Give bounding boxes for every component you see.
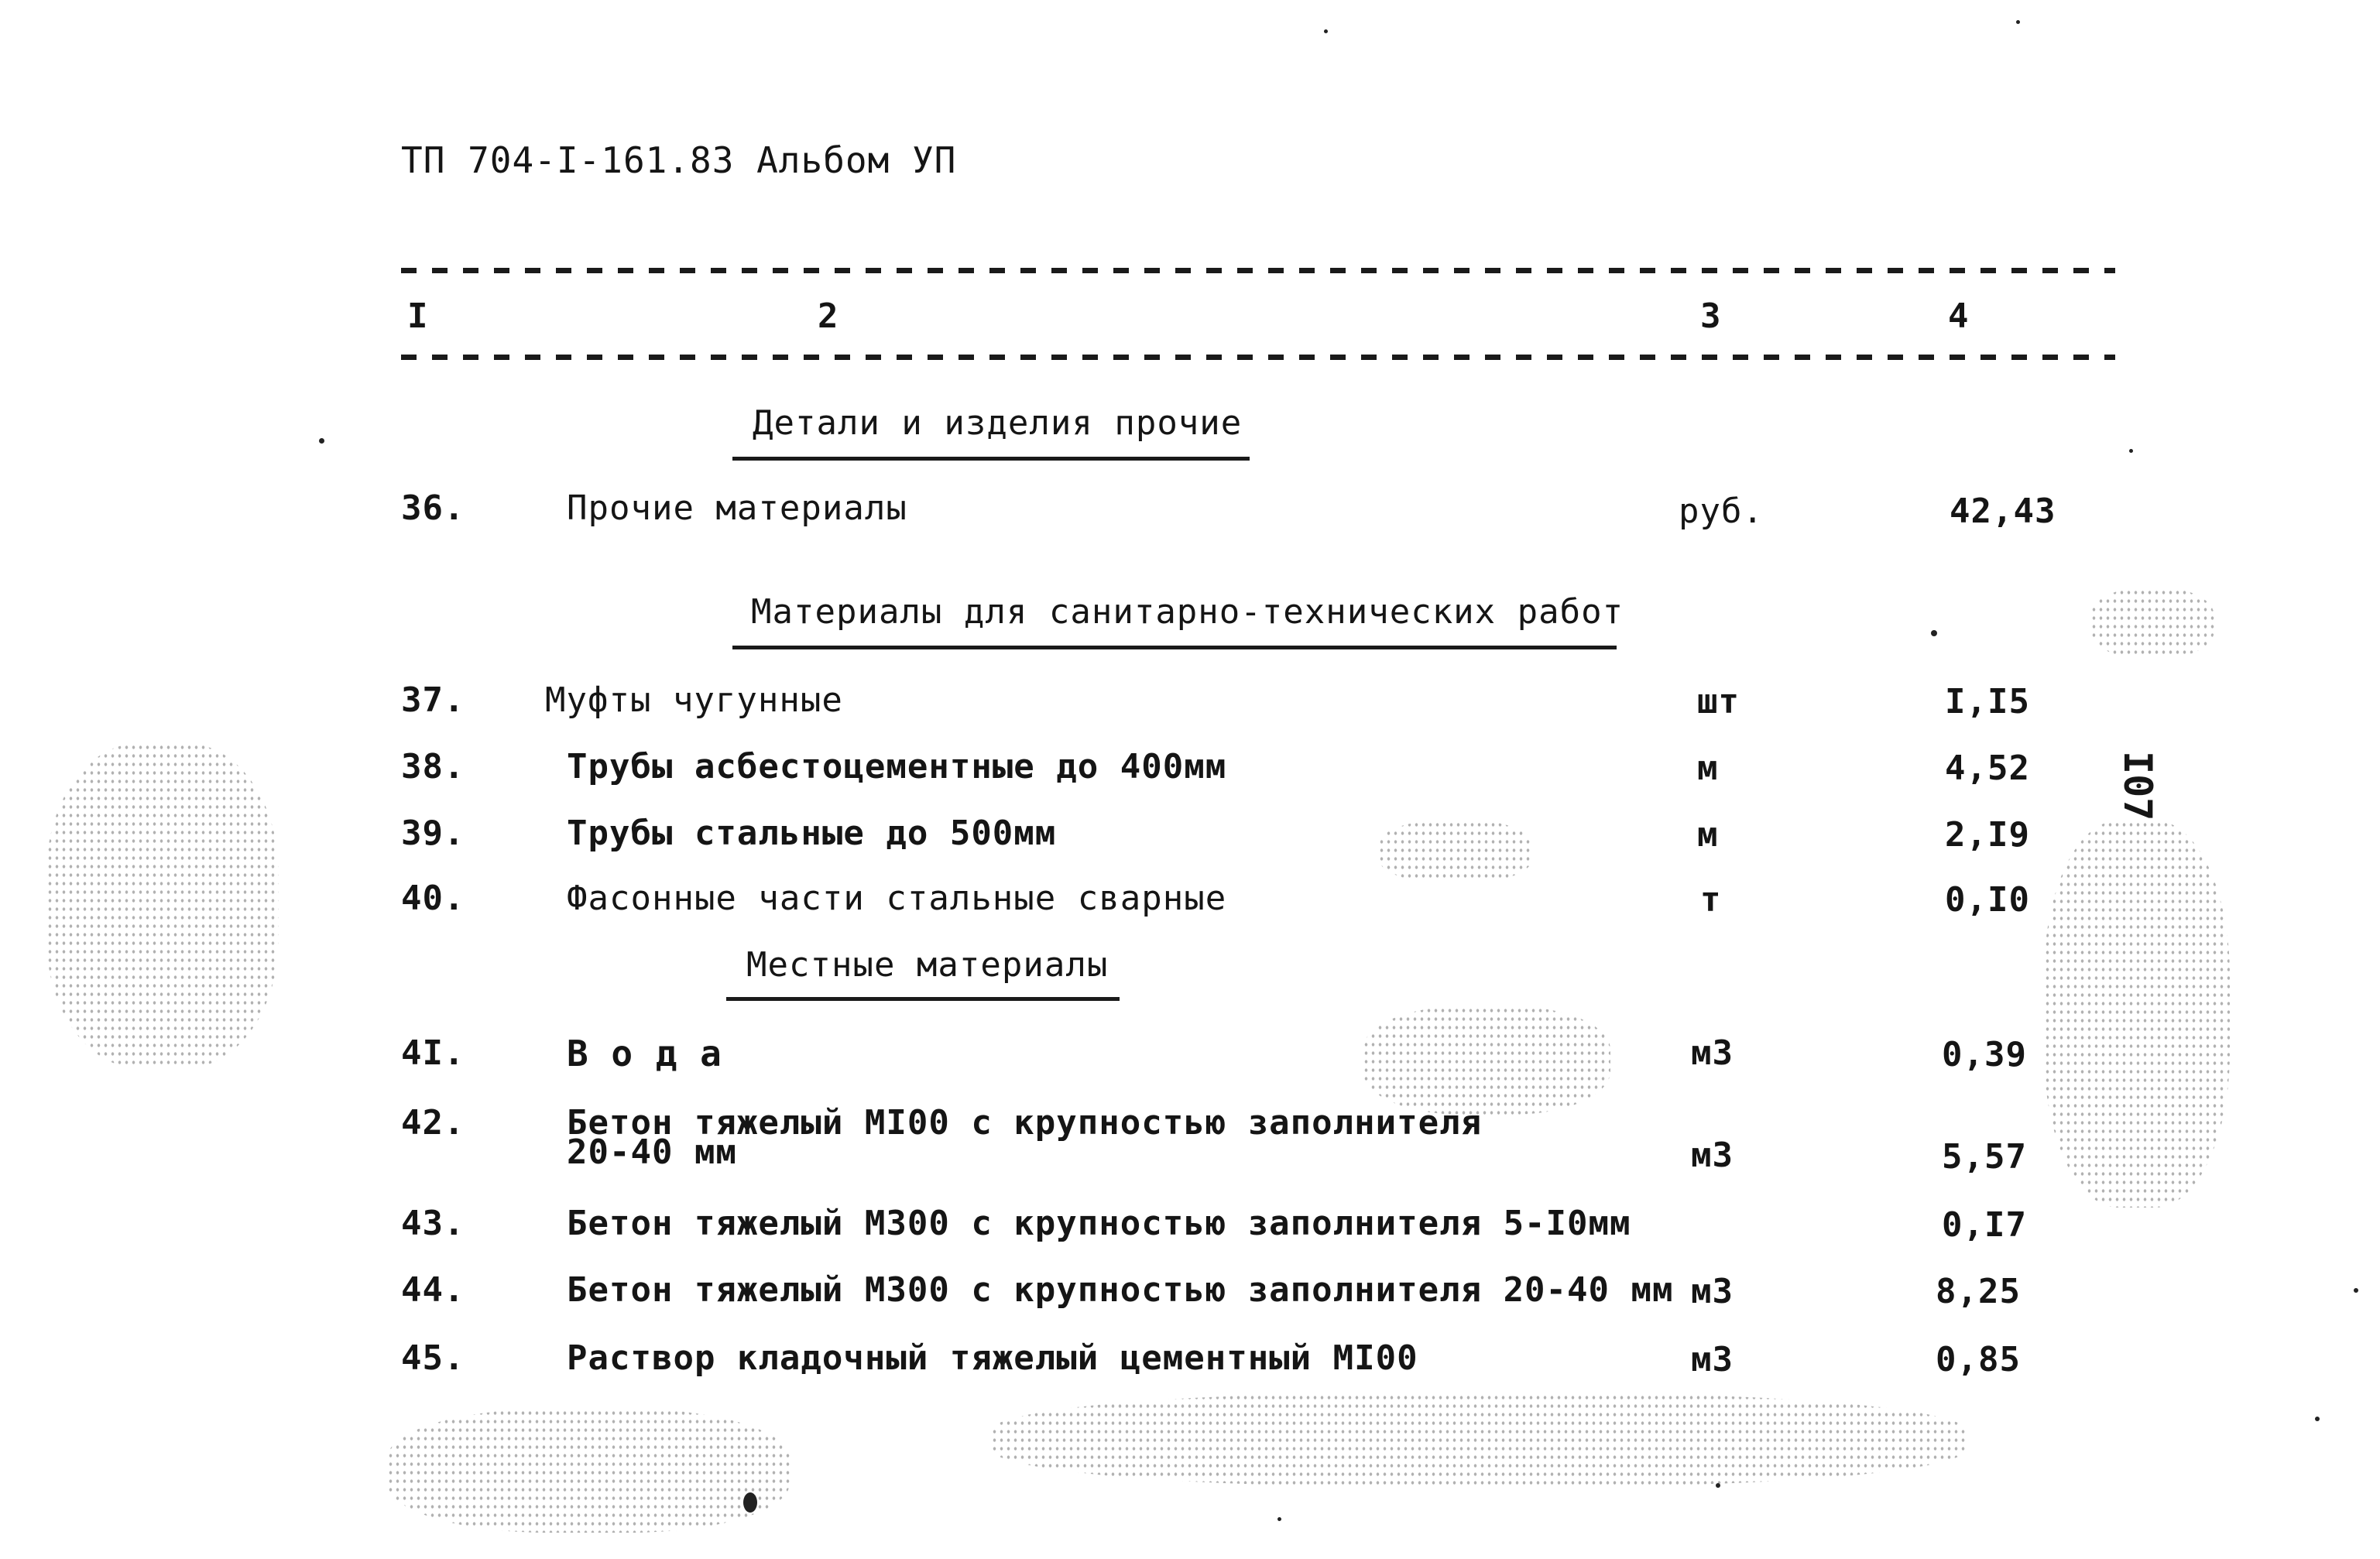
- ink-speck: [1931, 630, 1937, 636]
- section-underline: [732, 646, 1617, 649]
- row-unit: м3: [1691, 1033, 1734, 1073]
- row-value: 8,25: [1936, 1272, 2021, 1311]
- row-name-continuation: 20-40 мм: [567, 1132, 737, 1172]
- section-title-local: Местные материалы: [746, 945, 1109, 985]
- row-value: 0,85: [1936, 1340, 2021, 1379]
- row-unit: м3: [1691, 1340, 1734, 1379]
- row-number: 4I.: [401, 1033, 465, 1073]
- row-name: Раствор кладочный тяжелый цементный МI00: [567, 1338, 1418, 1378]
- column-header-1: I: [407, 296, 429, 336]
- row-number: 40.: [401, 879, 465, 918]
- scan-noise: [2044, 821, 2230, 1208]
- scan-noise: [1363, 1006, 1610, 1115]
- row-unit: м3: [1691, 1272, 1734, 1311]
- scan-noise: [991, 1393, 1967, 1486]
- ink-speck: [1277, 1517, 1281, 1521]
- table-header-rule: [401, 355, 2115, 360]
- document-reference: ТП 704-I-161.83 Альбом УП: [401, 139, 957, 181]
- ink-speck: [743, 1492, 757, 1513]
- row-name: Фасонные части стальные сварные: [567, 879, 1227, 918]
- ink-speck: [2129, 449, 2133, 453]
- row-number: 37.: [401, 680, 465, 720]
- row-number: 36.: [401, 488, 465, 528]
- row-name: Муфты чугунные: [545, 680, 843, 720]
- row-name: В о д а: [567, 1033, 722, 1074]
- row-value: 0,39: [1942, 1035, 2027, 1074]
- row-unit: м: [1697, 749, 1719, 788]
- row-number: 42.: [401, 1103, 465, 1143]
- row-name: Бетон тяжелый М300 с крупностью заполнителя 5-I0мм: [567, 1204, 1631, 1243]
- ink-speck: [2354, 1288, 2358, 1293]
- row-value: 0,I0: [1945, 880, 2030, 920]
- table-top-rule: [401, 268, 2115, 273]
- column-header-4: 4: [1948, 296, 1970, 336]
- row-number: 45.: [401, 1338, 465, 1378]
- row-unit: м: [1697, 815, 1719, 855]
- row-unit: т: [1700, 880, 1722, 920]
- section-title-parts: Детали и изделия прочие: [753, 403, 1243, 443]
- section-underline: [732, 457, 1250, 461]
- row-value: 4,52: [1945, 749, 2030, 788]
- row-unit: руб.: [1679, 492, 1764, 531]
- page-number: I07: [2115, 751, 2160, 821]
- row-unit: м3: [1691, 1136, 1734, 1175]
- row-name: Трубы стальные до 500мм: [567, 814, 1057, 853]
- row-value: 2,I9: [1945, 815, 2030, 855]
- scan-noise: [387, 1409, 790, 1533]
- section-title-sanitary: Материалы для санитарно-технических работ: [751, 592, 1624, 632]
- row-name: Бетон тяжелый М300 с крупностью заполнителя 20-40 мм: [567, 1270, 1674, 1310]
- row-value: 42,43: [1950, 492, 2056, 531]
- row-number: 38.: [401, 747, 465, 786]
- row-unit: шт: [1697, 682, 1740, 721]
- row-value: 5,57: [1942, 1137, 2027, 1177]
- ink-speck: [1716, 1483, 1720, 1488]
- scan-noise: [2090, 588, 2214, 658]
- ink-speck: [1324, 29, 1328, 33]
- row-name: Трубы асбестоцементные до 400мм: [567, 747, 1227, 786]
- row-name: Бетон тяжелый МI00 с крупностью заполнителя: [567, 1103, 1483, 1143]
- row-number: 39.: [401, 814, 465, 853]
- row-number: 43.: [401, 1204, 465, 1243]
- row-value: 0,I7: [1942, 1205, 2027, 1245]
- column-header-2: 2: [818, 296, 839, 336]
- scan-noise: [46, 743, 279, 1068]
- row-value: I,I5: [1945, 682, 2030, 721]
- column-header-3: 3: [1700, 296, 1722, 336]
- section-underline: [726, 997, 1120, 1001]
- row-name: Прочие материалы: [567, 488, 907, 528]
- scan-noise: [1378, 821, 1533, 882]
- row-number: 44.: [401, 1270, 465, 1310]
- ink-speck: [319, 438, 324, 444]
- ink-speck: [2016, 20, 2020, 24]
- ink-speck: [2315, 1417, 2320, 1421]
